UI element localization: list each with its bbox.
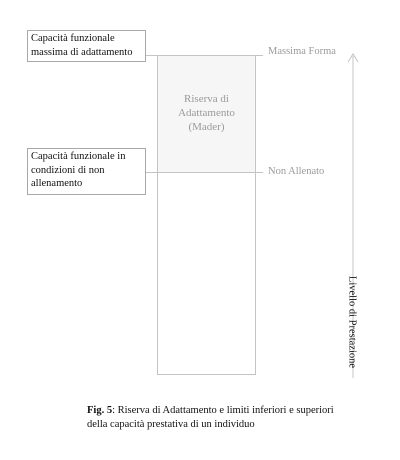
untrained-line bbox=[146, 172, 263, 173]
max-form-line bbox=[146, 55, 263, 56]
reserve-label-line-2: Adattamento bbox=[178, 107, 235, 119]
reserve-label-line-3: (Mader) bbox=[188, 121, 225, 133]
adaptation-reserve-label bbox=[158, 92, 255, 134]
performance-axis-label: Livello di Prestazione bbox=[346, 275, 358, 369]
callout-max-capacity: Capacità funzionale massima di adattamento bbox=[27, 30, 146, 62]
figure-caption bbox=[87, 404, 347, 432]
figure-number: Fig. 5 bbox=[87, 405, 113, 416]
caption-text: : Riserva di Adattamento e limiti inferiori e superiori della capacità prestativa di un individuo bbox=[87, 405, 334, 430]
max-form-label: Massima Forma bbox=[268, 46, 336, 57]
reserve-label-line-1: Riserva di bbox=[184, 93, 229, 105]
callout-untrained-capacity: Capacità funzionale in condizioni di non allenamento bbox=[27, 148, 146, 195]
untrained-label: Non Allenato bbox=[268, 166, 325, 177]
